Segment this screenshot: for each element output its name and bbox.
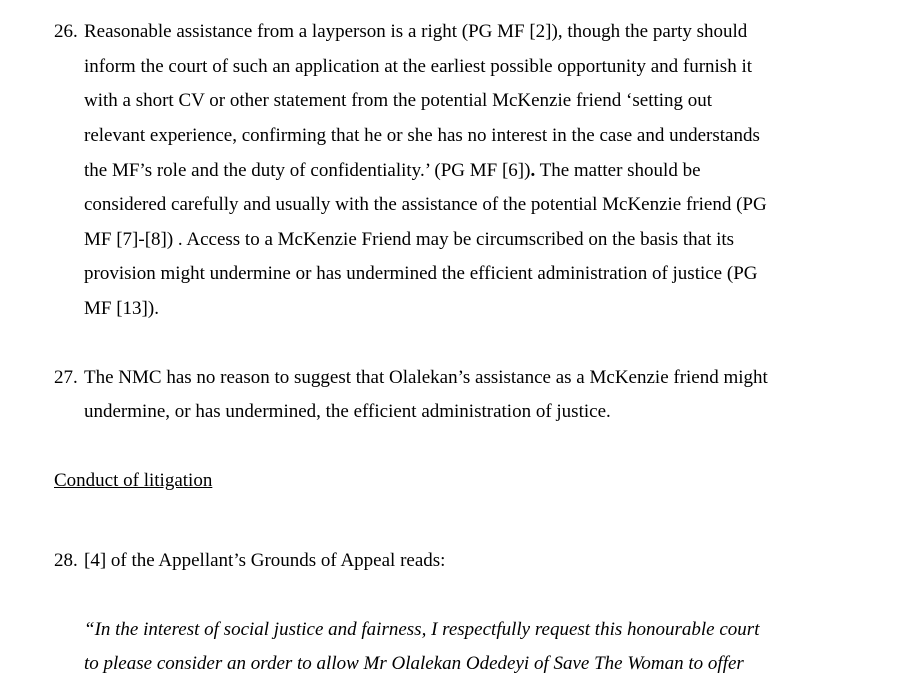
paragraph-line: undermine, or has undermined, the efficient administration of justice.	[84, 401, 611, 422]
paragraph-line: Reasonable assistance from a layperson is a right (PG MF [2]), though the party should	[84, 21, 748, 42]
paragraph-line: The NMC has no reason to suggest that Olalekan’s assistance as a McKenzie friend might	[84, 367, 768, 388]
section-heading: Conduct of litigation	[54, 470, 213, 491]
paragraph-text: The matter should be	[535, 160, 701, 181]
paragraph-number: 28.	[54, 550, 78, 571]
paragraph-line: with a short CV or other statement from the potential McKenzie friend ‘setting out	[84, 90, 713, 111]
paragraph-line: considered carefully and usually with the assistance of the potential McKenzie friend (PG	[84, 194, 767, 215]
paragraph-text: the MF’s role and the duty of confidentiality.’ (PG MF [6])	[84, 160, 531, 181]
bold-period: .	[530, 160, 536, 181]
paragraph-line: relevant experience, confirming that he or she has no interest in the case and understands	[84, 125, 760, 146]
paragraph-line: [4] of the Appellant’s Grounds of Appeal reads:	[84, 550, 446, 571]
paragraph-line-composite	[84, 160, 701, 182]
paragraph-line: MF [7]-[8]) . Access to a McKenzie Friend may be circumscribed on the basis that its	[84, 229, 735, 250]
paragraph-line: inform the court of such an application at the earliest possible opportunity and furnish it	[84, 56, 753, 77]
paragraph-number: 26.	[54, 21, 78, 42]
quote-line: to please consider an order to allow Mr Olalekan Odedeyi of Save The Woman to offer	[84, 653, 744, 674]
paragraph-number: 27.	[54, 367, 78, 388]
quote-line: “In the interest of social justice and fairness, I respectfully request this honourable court	[84, 619, 760, 640]
paragraph-line: MF [13]).	[84, 298, 159, 319]
paragraph-line: provision might undermine or has undermined the efficient administration of justice (PG	[84, 263, 758, 284]
